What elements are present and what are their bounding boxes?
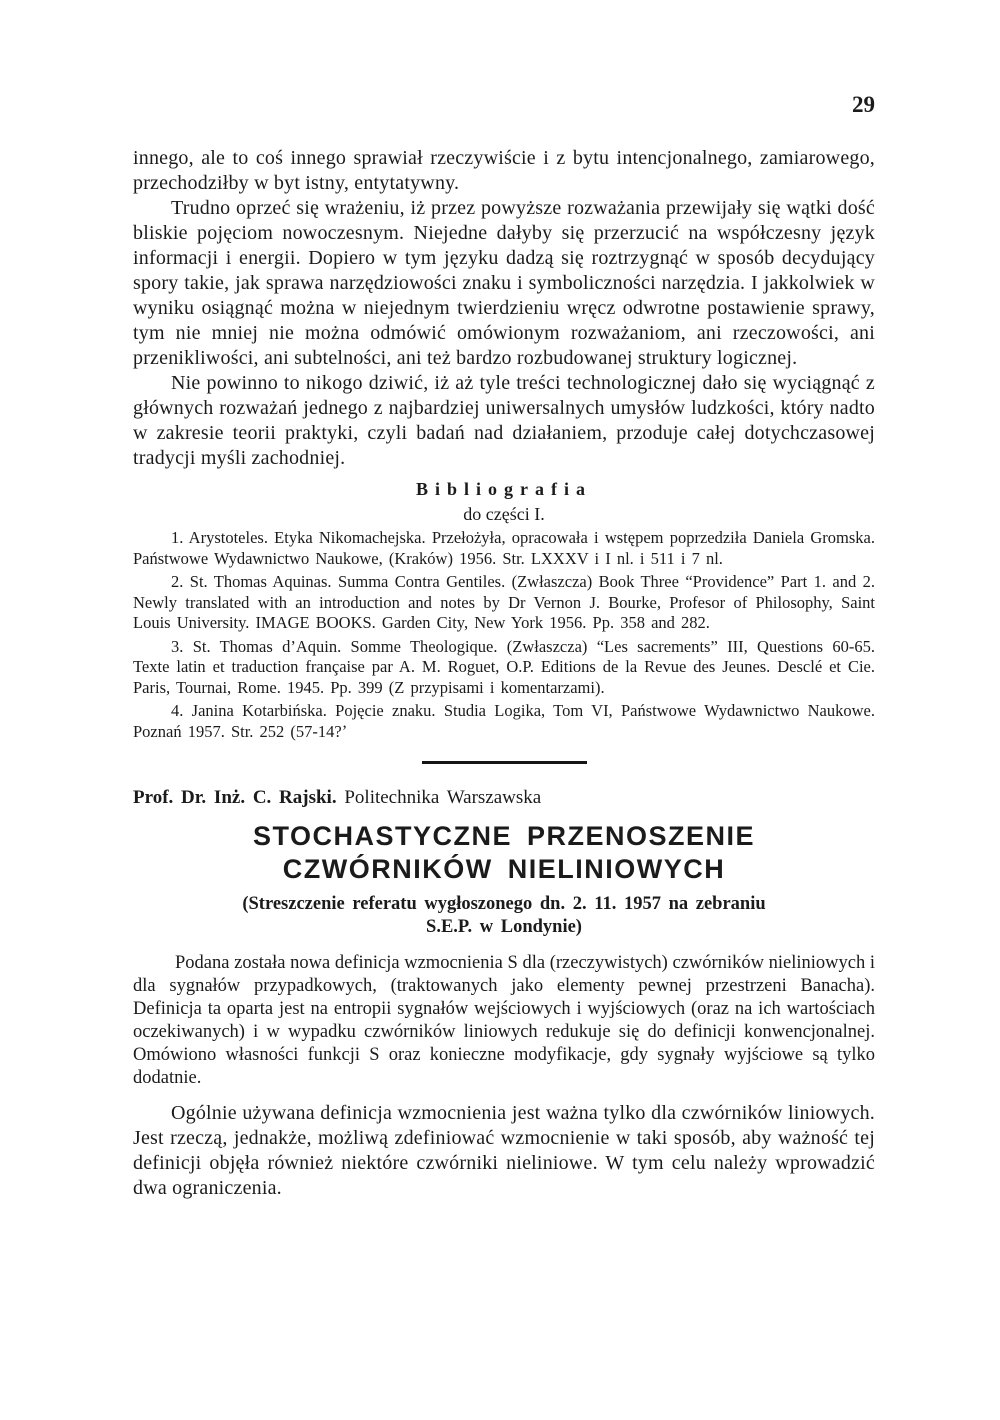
article-title-line2: CZWÓRNIKÓW NIELINIOWYCH — [282, 854, 726, 884]
entry-number: 2. — [171, 572, 184, 591]
entry-text: St. Thomas d’Aquin. Somme Theologique. (Zwłaszcza) “Les sacrements” III, Questions 60-65. Texte latin et traduction française par A. M. Roguet, O.P. Editions de la Revue des Jeunes. Desclé et Cie. Paris, Tournai, Rome. 1945. Pp. 399 (Z przypisami i komentarzami). — [133, 636, 875, 697]
bibliography-entry — [133, 572, 875, 634]
bibliography-entry — [133, 637, 875, 699]
paragraph-continuation: innego, ale to coś innego sprawiał rzeczywiście i z bytu intencjonalnego, zamiarowego, przechodziłby w byt istny, entytatywny. — [133, 147, 875, 194]
paragraph: Trudno oprzeć się wrażeniu, iż przez powyższe rozważania przewijały się wątki dość bliskie pojęciom nowoczesnym. Niejedne dałyby się przerzucić na współczesny język informacji i energii. Dopiero w tym języku dadzą się roztrzygnąć w sposób decydujący spory takie, jak sprawa narzędziowości znaku i symboliczności narzędzia. I jakkolwiek w wyniku osiągnąć można w niejednym twierdzieniu wręcz odwrotne postawienie sprawy, tym nie mniej nie można odmówić omówionym rozważaniom, ani rzeczowości, ani przenikliwości, ani subtelności, ani też bardzo rozbudowanej struktury logicznej. — [133, 197, 875, 369]
author-line — [133, 787, 875, 809]
bibliography-subheading: do części I. — [463, 504, 545, 524]
text-block — [133, 0, 875, 1201]
entry-text: Janina Kotarbińska. Pojęcie znaku. Studia Logika, Tom VI, Państwowe Wydawnictwo Naukowe. Poznań 1957. Str. 252 (57-14?ʼ — [133, 701, 875, 741]
closing-paragraph: Ogólnie używana definicja wzmocnienia jest ważna tylko dla czwórników liniowych. Jest rzeczą, jednakże, możliwą zdefiniować wzmocnienie w taki sposób, aby ważność tej definicji objęła również niektóre czwórniki nieliniowe. W tym celu należy wprowadzić dwa ograniczenia. — [133, 1102, 875, 1199]
entry-number: 4. — [171, 701, 184, 720]
entry-number: 1. — [171, 528, 184, 547]
entry-number: 3. — [171, 636, 184, 656]
entry-text: St. Thomas Aquinas. Summa Contra Gentiles. (Zwłaszcza) Book Three “Providence” Part 1. and 2. Newly translated with an introduction and notes by Dr Vernon J. Bourke, Profesor of Philosophy, Saint Louis University. IMAGE BOOKS. Garden City, New York 1956. Pp. 358 and 282. — [133, 572, 875, 632]
article-subtitle-line1: (Streszczenie referatu wygłoszonego dn. 2. 11. 1957 na zebraniu — [242, 894, 766, 914]
article-title — [133, 820, 875, 886]
author-affiliation: Politechnika Warszawska — [336, 787, 542, 808]
article-subtitle — [133, 893, 875, 939]
author-name: Prof. Dr. Inż. C. Rajski. — [133, 787, 337, 808]
abstract-paragraph: Podana została nowa definicja wzmocnienia S dla (rzeczywistych) czwórników nieliniowych i dla sygnałów przypadkowych, (traktowanych jako elementy pewnej przestrzeni Banacha). Definicja ta oparta jest na entropii sygnałów wejściowych i wyjściowych (oraz na ich wartościach oczekiwanych) i w wypadku czwórników liniowych redukuje się do definicji konwencjonalnej. Omówiono własności funkcji S oraz konieczne modyfikacje, gdy sygnały wyjściowe są tylko dodatnie. — [133, 953, 875, 1088]
bibliography-heading: Bibliografia — [415, 479, 592, 499]
article-title-line1: STOCHASTYCZNE PRZENOSZENIE — [252, 821, 756, 851]
page-number: 29 — [852, 92, 875, 117]
article-subtitle-line2: S.E.P. w Londynie) — [426, 917, 582, 937]
entry-text: Arystoteles. Etyka Nikomachejska. Przełożyła, opracowała i wstępem poprzedziła Daniela Gromska. Państwowe Wydawnictwo Naukowe, (Kraków) 1956. Str. LXXXV i I nl. i 511 i 7 nl. — [133, 528, 875, 568]
bibliography-entry — [133, 701, 875, 742]
section-divider-rule — [422, 761, 587, 764]
bibliography-entry — [133, 528, 875, 569]
paragraph: Nie powinno to nikogo dziwić, iż aż tyle treści technologicznej dało się wyciągnąć z głównych rozważań jednego z najbardziej uniwersalnych umysłów ludzkości, który nadto w zakresie teorii praktyki, czyli badań nad działaniem, przoduje całej dotychczasowej tradycji myśli zachodniej. — [133, 372, 875, 469]
